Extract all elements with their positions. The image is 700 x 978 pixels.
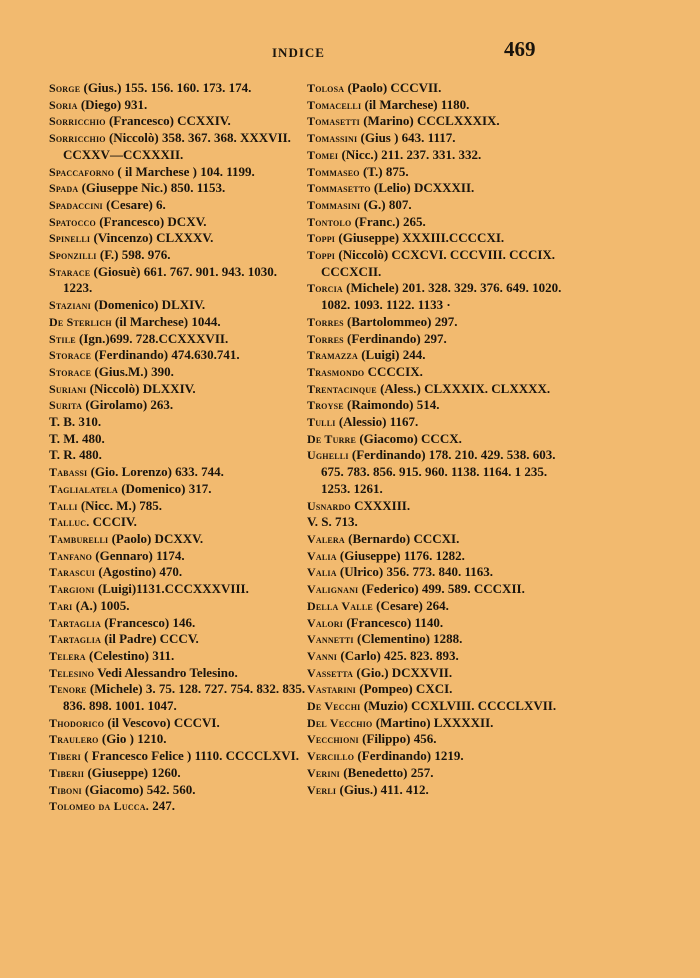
index-entry <box>49 314 307 331</box>
entry-name: Taglialatela <box>49 481 118 496</box>
entry-name: Tartaglia <box>49 632 102 647</box>
index-entry <box>49 531 307 548</box>
index-entry <box>307 147 569 164</box>
entry-name: De Turre <box>307 431 357 446</box>
index-entry <box>307 564 569 581</box>
entry-references: (Cesare) 264. <box>372 597 449 613</box>
entry-name: Trasmondo <box>307 364 365 379</box>
entry-name: Sorricchio <box>49 131 106 146</box>
entry-references: (Girolamo) 263. <box>82 397 174 413</box>
entry-name: Tiboni <box>49 782 82 797</box>
entry-references: (Niccolò) CCXCVI. CCCVIII. CCCIX. CCCXCII. <box>321 247 556 279</box>
entry-name: Suriani <box>49 381 87 396</box>
index-entry <box>307 615 569 632</box>
index-entry <box>307 180 569 197</box>
index-entry <box>307 247 569 280</box>
entry-references: (Diego) 931. <box>77 96 148 112</box>
index-entry <box>49 97 307 114</box>
entry-name: Ughelli <box>307 448 349 463</box>
entry-name: Tiberii <box>49 765 85 780</box>
entry-references: (Marino) CCCLXXXIX. <box>359 113 500 129</box>
entry-name: Tiberi <box>49 749 81 764</box>
index-entry <box>307 581 569 598</box>
entry-references: (Alessio) 1167. <box>335 414 419 430</box>
entry-name: Sorricchio <box>49 114 106 129</box>
entry-references: (Carlo) 425. 823. 893. <box>337 647 459 663</box>
entry-references: T. R. 480. <box>49 447 102 463</box>
entry-references: (Michele) 201. 328. 329. 376. 649. 1020. 1082. 1093. 1122. 1133 · <box>321 280 562 313</box>
index-entry <box>307 715 569 732</box>
entry-name: Valia <box>307 548 337 563</box>
index-entry <box>307 631 569 648</box>
entry-references: (Ulrico) 356. 773. 840. 1163. <box>336 564 494 580</box>
index-entry <box>49 230 307 247</box>
entry-name: Sorge <box>49 81 81 95</box>
entry-references: (Bernardo) CCCXI. <box>344 530 460 546</box>
index-entry <box>307 347 569 364</box>
entry-name: Vastarini <box>307 682 356 697</box>
entry-name: Targioni <box>49 582 95 597</box>
entry-name: Verini <box>307 765 340 780</box>
index-entry <box>307 648 569 665</box>
entry-name: De Sterlich <box>49 314 112 329</box>
entry-references: (Giuseppe) 1260. <box>84 764 181 780</box>
entry-references: (il Padre) CCCV. <box>101 631 199 647</box>
entry-references: CXXXIII. <box>350 497 411 513</box>
entry-references: (Francesco) 1140. <box>343 614 444 630</box>
entry-name: Staziani <box>49 298 91 313</box>
index-entry <box>307 230 569 247</box>
index-entry <box>49 481 307 498</box>
entry-references: (Michele) 3. 75. 128. 727. 754. 832. 835. 836. 898. 1001. 1047. <box>63 681 306 714</box>
index-entry <box>307 414 569 431</box>
entry-references: (A.) 1005. <box>72 597 130 613</box>
index-entry <box>49 615 307 632</box>
entry-references: (Benedetto) 257. <box>339 764 434 780</box>
entry-references: (il Vescovo) CCCVI. <box>104 714 220 730</box>
entry-references: (Ferdinando) 297. <box>343 330 447 346</box>
entry-name: Talluc. <box>49 515 90 530</box>
index-entry <box>307 765 569 782</box>
index-entry <box>49 247 307 264</box>
index-entry <box>49 331 307 348</box>
index-entry <box>49 197 307 214</box>
index-entry <box>49 498 307 515</box>
entry-references: (Celestino) 311. <box>85 647 175 663</box>
entry-references: (il Marchese) 1180. <box>361 96 470 112</box>
index-entry <box>307 314 569 331</box>
entry-references: (Ign.)699. 728.CCXXXVII. <box>75 330 229 346</box>
entry-name: Tarascui <box>49 565 96 580</box>
entry-references: (Agostino) 470. <box>95 564 183 580</box>
entry-references: (Clementino) 1288. <box>353 631 463 647</box>
entry-references: (Raimondo) 514. <box>343 397 440 413</box>
entry-references: 247. <box>148 798 175 814</box>
entry-references: (Giosuè) 661. 767. 901. 943. 1030. 1223. <box>63 263 277 296</box>
entry-name: Tomasetti <box>307 114 360 129</box>
entry-references: (Pompeo) CXCI. <box>356 681 453 697</box>
entry-references: (Lelio) DCXXXII. <box>370 180 475 196</box>
entry-references: CCCIV. <box>89 514 137 530</box>
entry-references: (Francesco) DCXV. <box>95 213 207 229</box>
entry-references: (Ferdinando) 1219. <box>354 748 464 764</box>
entry-name: Tolomeo da Lucca. <box>49 799 149 814</box>
entry-references: (Gio. Lorenzo) 633. 744. <box>87 464 224 480</box>
entry-references: (Niccolò) DLXXIV. <box>86 380 196 396</box>
entry-references: (Gio ) 1210. <box>98 731 167 747</box>
entry-name: Tenore <box>49 682 87 697</box>
entry-name: Storace <box>49 364 92 379</box>
index-entry <box>307 130 569 147</box>
left-index-column <box>49 80 307 815</box>
entry-name: Verli <box>307 782 337 797</box>
index-entry <box>49 381 307 398</box>
entry-references: (Ferdinando) 178. 210. 429. 538. 603. 675. 783. 856. 915. 960. 1138. 1164. 1 235. 1253. 1261. <box>321 447 556 496</box>
entry-references: (Paolo) CCCVII. <box>344 80 442 95</box>
index-entry <box>49 765 307 782</box>
index-entry <box>307 681 569 698</box>
entry-name: Tolosa <box>307 81 345 95</box>
entry-name: Vanni <box>307 648 338 663</box>
index-entry <box>49 648 307 665</box>
entry-references: (Filippo) 456. <box>358 731 437 747</box>
index-entry <box>49 514 307 531</box>
entry-name: Valignani <box>307 582 359 597</box>
entry-name: Valori <box>307 615 344 630</box>
entry-name: Tomei <box>307 147 339 162</box>
entry-references: (Luigi) 244. <box>357 347 426 363</box>
entry-name: Valia <box>307 565 337 580</box>
entry-references: (Gius.) 155. 156. 160. 173. 174. <box>80 80 252 95</box>
index-entry <box>49 397 307 414</box>
index-entry <box>49 748 307 765</box>
entry-name: Troyse <box>307 398 344 413</box>
entry-name: Tomacelli <box>307 97 362 112</box>
entry-references: (Franc.) 265. <box>351 213 426 229</box>
index-entry <box>307 113 569 130</box>
index-entry <box>49 581 307 598</box>
entry-references: (Gius ) 643. 1117. <box>357 130 456 146</box>
entry-references: (Cesare) 6. <box>102 196 166 212</box>
index-entry <box>307 447 569 497</box>
entry-references: ( Francesco Felice ) 1110. CCCCLXVI. <box>80 748 299 764</box>
entry-references: (Niccolò) 358. 367. 368. XXXVII. CCXXV—CCXXXII. <box>63 130 291 162</box>
index-entry <box>49 164 307 181</box>
index-entry <box>307 80 569 97</box>
entry-references: (Domenico) DLXIV. <box>90 297 206 313</box>
index-entry <box>307 431 569 448</box>
entry-references: (Nicc. M.) 785. <box>77 497 163 513</box>
index-entry <box>49 631 307 648</box>
entry-references: (G.) 807. <box>360 196 412 212</box>
entry-name: Telera <box>49 648 86 663</box>
entry-references: (F.) 598. 976. <box>96 247 171 263</box>
index-entry <box>307 748 569 765</box>
index-entry <box>49 214 307 231</box>
index-entry <box>307 197 569 214</box>
index-entry <box>307 331 569 348</box>
entry-name: Tommaseo <box>307 164 360 179</box>
entry-name: Spatocco <box>49 214 96 229</box>
entry-name: Vecchioni <box>307 732 359 747</box>
index-entry <box>49 80 307 97</box>
entry-references: (Giuseppe) 1176. 1282. <box>336 547 465 563</box>
entry-references: (Vincenzo) CLXXXV. <box>90 230 214 246</box>
index-entry <box>49 113 307 130</box>
entry-name: Toppi <box>307 231 336 246</box>
entry-name: Valera <box>307 531 345 546</box>
index-entry <box>307 164 569 181</box>
entry-name: Vassetta <box>307 665 354 680</box>
entry-references: (Francesco) CCXXIV. <box>105 113 231 129</box>
entry-references: (Gius.M.) 390. <box>91 363 174 379</box>
entry-name: Spada <box>49 181 79 196</box>
entry-name: Tommasetto <box>307 181 371 196</box>
entry-references: (Giuseppe) XXXIII.CCCCXI. <box>335 230 505 246</box>
page-title: INDICE <box>272 45 325 60</box>
index-entry <box>49 264 307 297</box>
entry-name: Spadaccini <box>49 197 103 212</box>
entry-name: Vannetti <box>307 632 354 647</box>
entry-name: Torres <box>307 314 344 329</box>
entry-references: (Domenico) 317. <box>117 480 212 496</box>
entry-references: (Luigi)1131.CCCXXXVIII. <box>94 581 249 597</box>
index-entry <box>49 665 307 682</box>
index-entry <box>49 431 307 448</box>
index-entry <box>307 698 569 715</box>
index-entry <box>307 97 569 114</box>
index-entry <box>307 598 569 615</box>
entry-name: Starace <box>49 264 91 279</box>
entry-name: Trentacinque <box>307 381 377 396</box>
entry-references: T. M. 480. <box>49 430 105 446</box>
index-entry <box>49 414 307 431</box>
entry-references: (Gio.) DCXXVII. <box>353 664 453 680</box>
index-entry <box>307 280 569 313</box>
entry-references: (Nicc.) 211. 237. 331. 332. <box>338 146 482 162</box>
index-entry <box>49 564 307 581</box>
entry-references: (Gius.) 411. 412. <box>336 781 429 797</box>
index-entry <box>49 130 307 163</box>
entry-name: Torres <box>307 331 344 346</box>
entry-references: (Gennaro) 1174. <box>92 547 185 563</box>
entry-name: Spaccaforno <box>49 164 115 179</box>
entry-name: Tulli <box>307 415 336 430</box>
index-entry <box>307 514 569 531</box>
index-entry <box>49 297 307 314</box>
index-entry <box>49 598 307 615</box>
entry-references: (Muzio) CCXLVIII. CCCCLXVII. <box>360 698 557 714</box>
entry-name: Tomassini <box>307 131 358 146</box>
entry-references: (T.) 875. <box>359 163 409 179</box>
entry-name: Del Vecchio <box>307 715 373 730</box>
entry-name: Traulero <box>49 732 99 747</box>
index-entry <box>307 782 569 799</box>
entry-references: (Federico) 499. 589. CCCXII. <box>358 581 525 597</box>
entry-references: (Giuseppe Nic.) 850. 1153. <box>78 180 226 196</box>
entry-references: V. S. 713. <box>307 514 358 530</box>
index-entry <box>307 731 569 748</box>
entry-name: De Vecchi <box>307 699 361 714</box>
entry-name: Tabassi <box>49 465 88 480</box>
index-entry <box>49 548 307 565</box>
entry-name: Sponzilli <box>49 248 97 263</box>
index-entry <box>49 715 307 732</box>
entry-name: Thodorico <box>49 715 105 730</box>
index-entry <box>49 180 307 197</box>
index-entry <box>49 731 307 748</box>
entry-references: T. B. 310. <box>49 414 102 430</box>
entry-name: Toppi <box>307 248 336 263</box>
entry-name: Torcia <box>307 281 343 296</box>
index-entry <box>49 447 307 464</box>
entry-name: Usnardo <box>307 498 351 513</box>
entry-references: (Ferdinando) 474.630.741. <box>91 347 240 363</box>
entry-name: Stile <box>49 331 76 346</box>
index-entry <box>307 364 569 381</box>
entry-name: Tartaglia <box>49 615 102 630</box>
entry-name: Tamburelli <box>49 531 109 546</box>
entry-name: Della Valle <box>307 598 373 613</box>
entry-references: ( il Marchese ) 104. 1199. <box>114 163 255 179</box>
entry-name: Surita <box>49 398 83 413</box>
entry-references: (Aless.) CLXXXIX. CLXXXX. <box>376 380 551 396</box>
entry-name: Vercillo <box>307 749 355 764</box>
entry-name: Tramazza <box>307 348 358 363</box>
entry-references: (Francesco) 146. <box>101 614 196 630</box>
entry-name: Storace <box>49 348 92 363</box>
index-entry <box>307 665 569 682</box>
index-entry <box>307 498 569 515</box>
entry-name: Tontolo <box>307 214 352 229</box>
index-entry <box>307 397 569 414</box>
entry-references: CCCCIX. <box>364 363 423 379</box>
entry-name: Telesino <box>49 665 95 680</box>
entry-references: (il Marchese) 1044. <box>111 313 221 329</box>
entry-references: (Martino) LXXXXII. <box>372 714 494 730</box>
index-entry <box>49 347 307 364</box>
entry-name: Talli <box>49 498 78 513</box>
page-number: 469 <box>504 37 536 61</box>
entry-name: Tommasini <box>307 197 361 212</box>
entry-references: (Giacomo) 542. 560. <box>81 781 196 797</box>
index-entry <box>49 782 307 799</box>
index-entry <box>307 531 569 548</box>
entry-references: (Bartolommeo) 297. <box>343 313 458 329</box>
entry-name: Spinelli <box>49 231 91 246</box>
index-entry <box>307 381 569 398</box>
index-entry <box>307 548 569 565</box>
entry-references: (Giacomo) CCCX. <box>356 430 462 446</box>
right-index-column <box>307 80 569 798</box>
entry-references: (Paolo) DCXXV. <box>108 530 204 546</box>
entry-references: Vedi Alessandro Telesino. <box>94 664 238 680</box>
index-entry <box>49 798 307 815</box>
index-entry <box>307 214 569 231</box>
index-entry <box>49 681 307 714</box>
index-entry <box>49 464 307 481</box>
entry-name: Tanfano <box>49 548 93 563</box>
entry-name: Tari <box>49 598 73 613</box>
entry-name: Soria <box>49 97 78 112</box>
index-entry <box>49 364 307 381</box>
